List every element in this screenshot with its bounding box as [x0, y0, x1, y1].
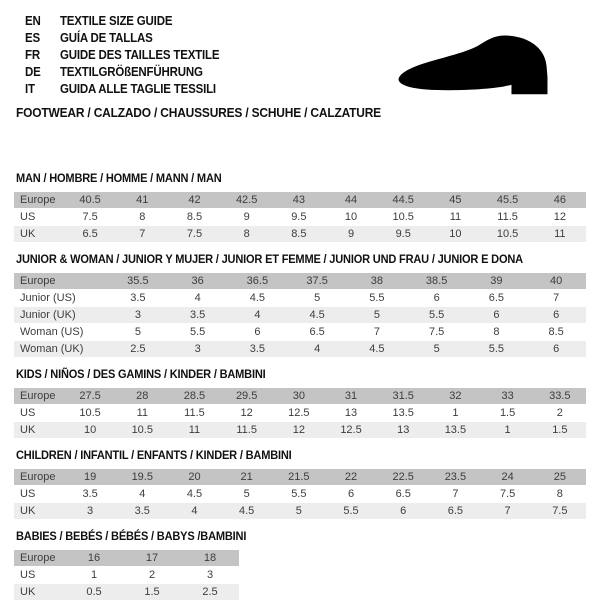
- size-cell: 8: [534, 486, 586, 503]
- language-text: TEXTILE SIZE GUIDE: [59, 14, 173, 28]
- size-cell: 36: [168, 273, 228, 290]
- size-cell: 22: [325, 469, 377, 486]
- size-cell: 2: [534, 405, 586, 422]
- row-label: UK: [14, 584, 65, 600]
- row-label: Woman (US): [14, 324, 108, 341]
- size-cell: 30: [273, 388, 325, 405]
- table-row: [14, 341, 586, 358]
- size-table-children: [14, 469, 586, 520]
- size-cell: 1: [65, 567, 123, 584]
- size-cell: 9.5: [273, 209, 325, 226]
- row-label: Europe: [14, 469, 64, 486]
- size-cell: 9: [325, 226, 377, 243]
- size-cell: 12: [534, 209, 586, 226]
- row-label: Europe: [14, 550, 65, 567]
- size-cell: 28.5: [168, 388, 220, 405]
- size-cell: 27.5: [64, 388, 116, 405]
- section-title: MAN / HOMBRE / HOMME / MANN / MAN: [16, 171, 222, 185]
- table-row: [14, 324, 586, 341]
- size-cell: 23.5: [429, 469, 481, 486]
- table-row: [14, 192, 586, 209]
- size-cell: 1.5: [123, 584, 181, 600]
- size-cell: 3: [64, 503, 116, 520]
- row-label: Europe: [14, 388, 64, 405]
- size-table-babies: [14, 550, 239, 600]
- table-row: [14, 422, 586, 439]
- size-cell: 17: [123, 550, 181, 567]
- size-cell: 10: [429, 226, 481, 243]
- size-cell: 10.5: [377, 209, 429, 226]
- row-label: UK: [14, 226, 64, 243]
- language-text: GUIDA ALLE TAGLIE TESSILI: [59, 82, 216, 96]
- size-cell: 11: [116, 405, 168, 422]
- size-cell: 44.5: [377, 192, 429, 209]
- size-cell: 4.5: [228, 290, 288, 307]
- row-label: US: [14, 405, 64, 422]
- size-cell: 21.5: [273, 469, 325, 486]
- size-cell: 2: [123, 567, 181, 584]
- size-cell: 29.5: [221, 388, 273, 405]
- table-row: [14, 469, 586, 486]
- size-cell: 5: [287, 290, 347, 307]
- language-code: DE: [25, 65, 41, 79]
- size-cell: 4: [228, 307, 288, 324]
- size-cell: 7: [482, 503, 534, 520]
- size-cell: 20: [168, 469, 220, 486]
- size-cell: 7.5: [482, 486, 534, 503]
- language-text: GUÍA DE TALLAS: [59, 31, 153, 45]
- size-table-man: [14, 192, 586, 243]
- size-cell: 5: [347, 307, 407, 324]
- size-cell: 41: [116, 192, 168, 209]
- section-title: KIDS / NIÑOS / DES GAMINS / KINDER / BAMBINI: [16, 367, 266, 381]
- size-cell: 3.5: [108, 290, 168, 307]
- size-cell: 24: [482, 469, 534, 486]
- category-line: FOOTWEAR / CALZADO / CHAUSSURES / SCHUHE / CALZATURE: [16, 105, 381, 120]
- size-cell: 6: [467, 307, 527, 324]
- section-title: JUNIOR & WOMAN / JUNIOR Y MUJER / JUNIOR ET FEMME / JUNIOR UND FRAU / JUNIOR E DONA: [16, 252, 523, 266]
- size-cell: 33.5: [534, 388, 586, 405]
- size-cell: 8: [467, 324, 527, 341]
- size-cell: 1: [482, 422, 534, 439]
- table-row: [14, 584, 239, 600]
- language-code: ES: [25, 31, 40, 45]
- size-cell: 11.5: [221, 422, 273, 439]
- dress-shoe-icon: [394, 24, 574, 100]
- size-cell: 7.5: [534, 503, 586, 520]
- size-cell: 2.5: [181, 584, 239, 600]
- size-cell: 21: [221, 469, 273, 486]
- row-label: Woman (UK): [14, 341, 108, 358]
- row-label: US: [14, 567, 65, 584]
- size-cell: 9: [221, 209, 273, 226]
- size-cell: 33: [482, 388, 534, 405]
- size-cell: 10.5: [116, 422, 168, 439]
- size-cell: 4.5: [347, 341, 407, 358]
- size-table-kids: [14, 388, 586, 439]
- size-cell: 11: [429, 209, 481, 226]
- size-cell: 5: [407, 341, 467, 358]
- table-row: [14, 388, 586, 405]
- size-cell: 5: [108, 324, 168, 341]
- size-cell: 6.5: [467, 290, 527, 307]
- size-cell: 1: [429, 405, 481, 422]
- size-cell: 42: [168, 192, 220, 209]
- size-cell: 45: [429, 192, 481, 209]
- size-cell: 1.5: [534, 422, 586, 439]
- size-cell: 6: [526, 341, 586, 358]
- size-cell: 4.5: [287, 307, 347, 324]
- size-cell: 11: [534, 226, 586, 243]
- size-cell: 4.5: [221, 503, 273, 520]
- table-row: [14, 550, 239, 567]
- size-cell: 44: [325, 192, 377, 209]
- table-row: [14, 567, 239, 584]
- size-cell: 12.5: [325, 422, 377, 439]
- row-label: Europe: [14, 192, 64, 209]
- size-cell: 13: [325, 405, 377, 422]
- size-cell: 11: [168, 422, 220, 439]
- size-cell: 0.5: [65, 584, 123, 600]
- size-cell: 45.5: [482, 192, 534, 209]
- size-cell: 8.5: [526, 324, 586, 341]
- size-cell: 5.5: [273, 486, 325, 503]
- section-title: BABIES / BEBÉS / BÉBÉS / BABYS /BAMBINI: [16, 529, 247, 543]
- size-cell: 18: [181, 550, 239, 567]
- size-cell: 5.5: [347, 290, 407, 307]
- table-row: [14, 503, 586, 520]
- language-text: TEXTILGRÖßENFÜHRUNG: [59, 65, 203, 79]
- size-cell: 3: [168, 341, 228, 358]
- size-cell: 3: [108, 307, 168, 324]
- row-label: Junior (US): [14, 290, 108, 307]
- size-cell: 6: [377, 503, 429, 520]
- size-cell: 7: [429, 486, 481, 503]
- language-code: EN: [25, 14, 41, 28]
- size-cell: 3.5: [64, 486, 116, 503]
- size-cell: 2.5: [108, 341, 168, 358]
- size-cell: 10: [64, 422, 116, 439]
- table-row: [14, 290, 586, 307]
- section-babies: [0, 529, 600, 600]
- size-cell: 28: [116, 388, 168, 405]
- size-cell: 5.5: [168, 324, 228, 341]
- size-cell: 4: [168, 503, 220, 520]
- size-cell: 46: [534, 192, 586, 209]
- size-cell: 5: [221, 486, 273, 503]
- section-children: [0, 448, 600, 520]
- size-cell: 11.5: [482, 209, 534, 226]
- size-cell: 31.5: [377, 388, 429, 405]
- size-cell: 6: [228, 324, 288, 341]
- size-cell: 3: [181, 567, 239, 584]
- size-cell: 32: [429, 388, 481, 405]
- size-cell: 6.5: [64, 226, 116, 243]
- size-cell: 7: [116, 226, 168, 243]
- size-cell: 5.5: [407, 307, 467, 324]
- size-cell: 6.5: [429, 503, 481, 520]
- language-code: FR: [25, 48, 40, 62]
- size-cell: 25: [534, 469, 586, 486]
- section-title: CHILDREN / INFANTIL / ENFANTS / KINDER / BAMBINI: [16, 448, 292, 462]
- section-man: [0, 171, 600, 243]
- table-row: [14, 209, 586, 226]
- size-cell: 16: [65, 550, 123, 567]
- size-cell: 7: [347, 324, 407, 341]
- size-cell: 3.5: [228, 341, 288, 358]
- size-cell: 22.5: [377, 469, 429, 486]
- size-cell: 12: [221, 405, 273, 422]
- size-cell: 6: [407, 290, 467, 307]
- size-cell: 7.5: [168, 226, 220, 243]
- size-cell: 38: [347, 273, 407, 290]
- size-cell: 5.5: [467, 341, 527, 358]
- size-cell: 6: [325, 486, 377, 503]
- size-cell: 12.5: [273, 405, 325, 422]
- table-row: [14, 273, 586, 290]
- size-cell: 6.5: [377, 486, 429, 503]
- size-cell: 10.5: [64, 405, 116, 422]
- size-cell: 9.5: [377, 226, 429, 243]
- size-cell: 19: [64, 469, 116, 486]
- size-cell: 31: [325, 388, 377, 405]
- row-label: Junior (UK): [14, 307, 108, 324]
- section-junior-woman: [0, 252, 600, 358]
- size-cell: 8: [221, 226, 273, 243]
- size-cell: 19.5: [116, 469, 168, 486]
- size-cell: 1.5: [482, 405, 534, 422]
- size-cell: 6.5: [287, 324, 347, 341]
- size-cell: 4: [116, 486, 168, 503]
- size-cell: 40.5: [64, 192, 116, 209]
- size-cell: 4: [287, 341, 347, 358]
- row-label: US: [14, 209, 64, 226]
- size-cell: 4.5: [168, 486, 220, 503]
- size-cell: 8.5: [168, 209, 220, 226]
- size-cell: 38.5: [407, 273, 467, 290]
- size-cell: 36.5: [228, 273, 288, 290]
- size-cell: 8: [116, 209, 168, 226]
- size-cell: 13.5: [429, 422, 481, 439]
- row-label: UK: [14, 422, 64, 439]
- size-cell: 39: [467, 273, 527, 290]
- size-cell: 7.5: [64, 209, 116, 226]
- size-cell: 13.5: [377, 405, 429, 422]
- row-label: US: [14, 486, 64, 503]
- size-cell: 10.5: [482, 226, 534, 243]
- size-cell: 40: [526, 273, 586, 290]
- size-table-junior-woman: [14, 273, 586, 358]
- row-label: UK: [14, 503, 64, 520]
- language-code: IT: [25, 82, 35, 96]
- size-cell: 13: [377, 422, 429, 439]
- size-cell: 43: [273, 192, 325, 209]
- language-text: GUIDE DES TAILLES TEXTILE: [59, 48, 220, 62]
- size-cell: 5.5: [325, 503, 377, 520]
- table-row: [14, 405, 586, 422]
- size-cell: 42.5: [221, 192, 273, 209]
- row-label: Europe: [14, 273, 108, 290]
- table-row: [14, 307, 586, 324]
- size-cell: 3.5: [168, 307, 228, 324]
- size-cell: 8.5: [273, 226, 325, 243]
- size-cell: 5: [273, 503, 325, 520]
- size-cell: 7.5: [407, 324, 467, 341]
- size-cell: 12: [273, 422, 325, 439]
- size-cell: 10: [325, 209, 377, 226]
- size-cell: 35.5: [108, 273, 168, 290]
- size-cell: 4: [168, 290, 228, 307]
- section-kids: [0, 367, 600, 439]
- size-cell: 6: [526, 307, 586, 324]
- table-row: [14, 486, 586, 503]
- size-cell: 11.5: [168, 405, 220, 422]
- size-cell: 37.5: [287, 273, 347, 290]
- table-row: [14, 226, 586, 243]
- size-cell: 7: [526, 290, 586, 307]
- size-cell: 3.5: [116, 503, 168, 520]
